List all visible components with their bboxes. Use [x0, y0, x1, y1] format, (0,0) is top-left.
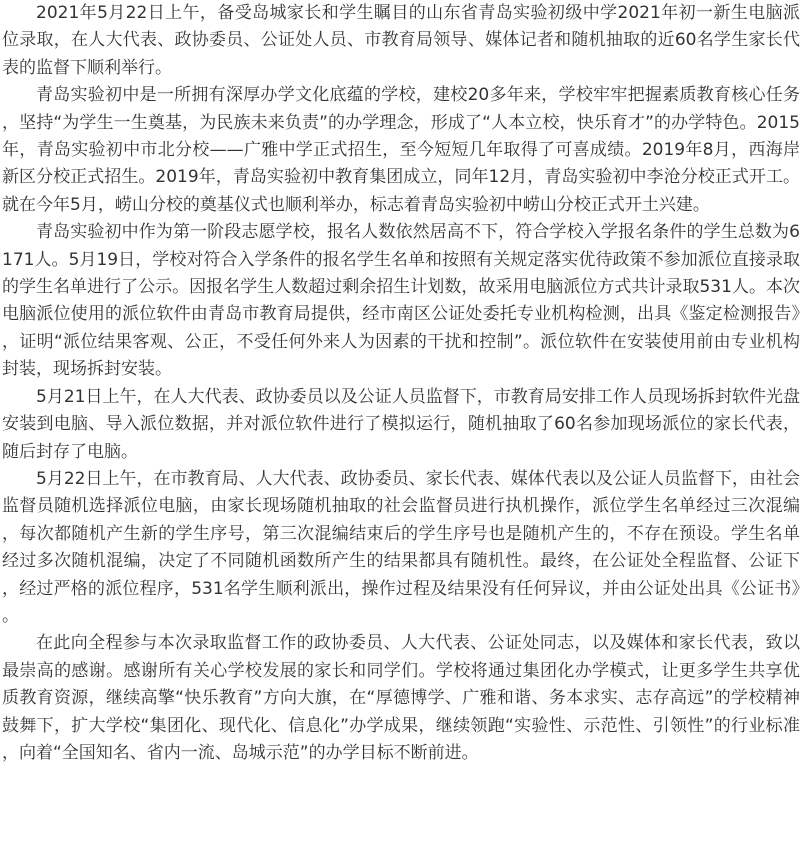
article-paragraph: 青岛实验初中作为第一阶段志愿学校，报名人数依然居高不下，符合学校入学报名条件的学生总数为6171人。5月19日，学校对符合入学条件的报名学生名单和按照有关规定落实优待政策不参加派位直接录取的学生名单进行了公示。因报名学生人数超过剩余招生计划数，故采用电脑派位方式共计录取531人。本次电脑派位使用的派位软件由青岛市教育局提供，经市南区公证处委托专业机构检测，出具《鉴定检测报告》，证明“派位结果客观、公正，不受任何外来人为因素的干扰和控制”。派位软件在安装使用前由专业机构封装，现场拆封安装。 — [2, 222, 800, 380]
article-paragraph: 5月22日上午，在市教育局、人大代表、政协委员、家长代表、媒体代表以及公证人员监督下，由社会监督员随机选择派位电脑，由家长现场随机抽取的社会监督员进行执机操作，派位学生名单经过三次混编，每次都随机产生新的学生序号，第三次混编结束后的学生序号也是随机产生的，不存在预设。学生名单经过多次随机混编，决定了不同随机函数所产生的结果都具有随机性。最终，在公证处全程监督、公证下，经过严格的派位程序，531名学生顺利派出，操作过程及结果没有任何异议，并由公证处出具《公证书》。 — [2, 468, 800, 626]
article-paragraph: 5月21日上午，在人大代表、政协委员以及公证人员监督下，市教育局安排工作人员现场拆封软件光盘安装到电脑、导入派位数据，并对派位软件进行了模拟运行，随机抽取了60名参加现场派位的家长代表，随后封存了电脑。 — [2, 386, 800, 462]
article-paragraph: 2021年5月22日上午，备受岛城家长和学生瞩目的山东省青岛实验初级中学2021年初一新生电脑派位录取，在人大代表、政协委员、公证处人员、市教育局领导、媒体记者和随机抽取的近60名学生家长代表的监督下顺利举行。 — [2, 3, 800, 78]
article-paragraph: 在此向全程参与本次录取监督工作的政协委员、人大代表、公证处同志，以及媒体和家长代表，致以最崇高的感谢。感谢所有关心学校发展的家长和同学们。学校将通过集团化办学模式，让更多学生共享优质教育资源，继续高擎“快乐教育”方向大旗，在“厚德博学、广雅和谐、务本求实、志存高远”的学校精神鼓舞下，扩大学校“集团化、现代化、信息化”办学成果，继续领跑“实验性、示范性、引领性”的行业标准，向着“全国知名、省内一流、岛城示范”的办学目标不断前进。 — [2, 633, 800, 763]
article-paragraph: 青岛实验初中是一所拥有深厚办学文化底蕴的学校，建校20多年来，学校牢牢把握素质教育核心任务，坚持“为学生一生奠基，为民族未来负责”的办学理念，形成了“人本立校，快乐育才”的办学特色。2015年，青岛实验初中市北分校——广雅中学正式招生，至今短短几年取得了可喜成绩。2019年8月，西海岸新区分校正式招生。2019年，青岛实验初中教育集团成立，同年12月，青岛实验初中李沧分校正式开工。就在今年5月，崂山分校的奠基仪式也顺利举办，标志着青岛实验初中崂山分校正式开土兴建。 — [2, 85, 800, 215]
